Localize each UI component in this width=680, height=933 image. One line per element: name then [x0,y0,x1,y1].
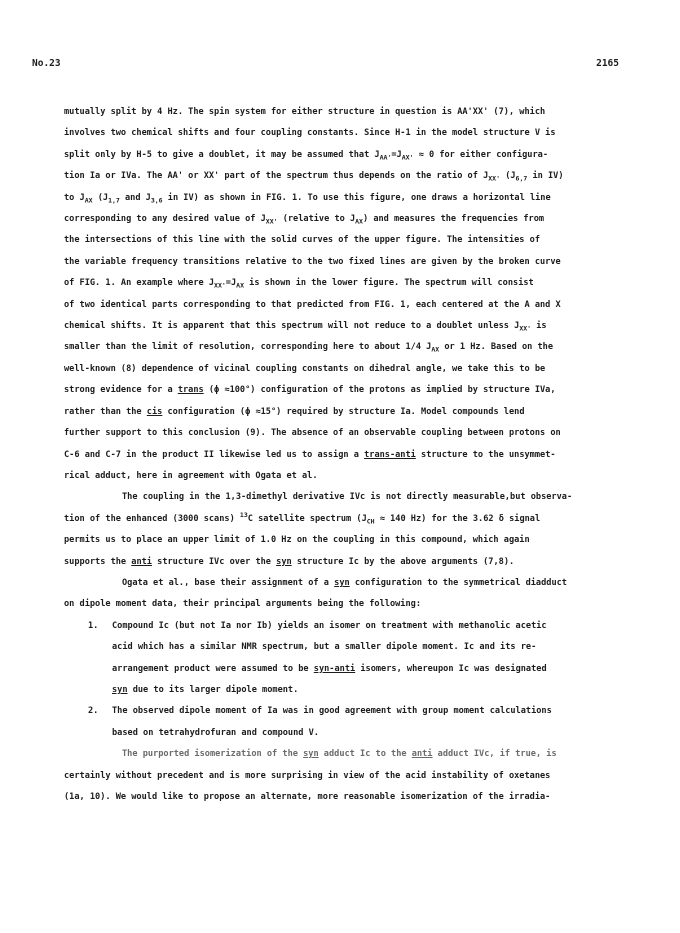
text-line: arrangement product were assumed to be syn-anti isomers, whereupon Ic was designated [112,663,547,674]
list-item: 1. Compound Ic (but not Ia nor Ib) yields an isomer on treatment with methanolic acetic [88,620,547,631]
text-line: further support to this conclusion (9). The absence of an observable coupling between protons on [64,428,561,439]
text-line: to $J_{AX}$ ($J_{1,7}$ and $J_{3,6}$ in IV) as shown in FIG. 1. To use this figure, one draws a horizontal line [64,192,551,205]
text-line: tion Ia or IVa. The AA' or XX' part of the spectrum thus depends on the ratio of $J_{XX'}$ ($J_{6,7}$ in IV) [64,171,564,183]
text-line: (1a, 10). We would like to propose an alternate, more reasonable isomerization of the irradia- [64,792,551,802]
text-line: the intersections of this line with the solid curves of the upper figure. The intensities of [64,235,540,246]
text-line: Ogata et al., base their assignment of a syn configuration to the symmetrical diadduct [122,577,567,588]
text-line: The coupling in the 1,3-dimethyl derivative IVc is not directly measurable,but observa- [122,492,573,503]
text-line: involves two chemical shifts and four coupling constants. Since H-1 in the model structure V is [64,128,556,139]
text-line: smaller than the limit of resolution, corresponding here to about 1/4 $J_{AX}$ or 1 Hz. Based on the [64,342,554,355]
text-line: permits us to place an upper limit of 1.0 Hz on the coupling in this compound, which again [64,535,530,546]
text-line: syn due to its larger dipole moment. [112,684,299,695]
text-line: corresponding to any desired value of $J_{XX'}$ (relative to $J_{AX}$) and measures the frequencies from [64,214,545,226]
text-line: rather than the cis configuration (ϕ ≈15°) required by structure Ia. Model compounds lend [64,406,525,417]
text-line: of FIG. 1. An example where $J_{XX'}=J_{AX}$ is shown in the lower figure. The spectrum will consist [64,278,534,290]
text-line: The purported isomerization of the syn adduct Ic to the anti adduct IVc, if true, is [122,749,557,760]
article-body [64,102,630,808]
text-line: based on tetrahydrofuran and compound V. [112,727,319,738]
text-line: split only by H-5 to give a doublet, it may be assumed that $J_{AA'}=J_{AX'} \approx 0$ for either configura- [64,149,548,162]
page-number: 2165 [596,58,619,69]
text-line: certainly without precedent and is more surprising in view of the acid instability of oxetanes [64,770,551,781]
journal-issue: No.23 [32,58,61,69]
text-line: supports the anti structure IVc over the syn structure Ic by the above arguments (7,8). [64,556,515,567]
text-line: of two identical parts corresponding to that predicted from FIG. 1, each centered at the A and X [64,299,561,310]
text-line: C-6 and C-7 in the product II likewise led us to assign a trans-anti structure to the unsymmet- [64,449,556,460]
text-line: mutually split by 4 Hz. The spin system for either structure in question is AA'XX' (7), which [64,107,546,117]
text-line: strong evidence for a trans (ϕ ≈100°) configuration of the protons as implied by structure IVa, [64,385,556,396]
text-line: on dipole moment data, their principal arguments being the following: [64,599,421,610]
text-line: rical adduct, here in agreement with Ogata et al. [64,470,318,481]
text-line: tion of the enhanced (3000 scans) $^{13}$C satellite spectrum ($J_{CH} \approx 140$ Hz) for the 3.62 δ signal [64,510,541,526]
text-line: the variable frequency transitions relative to the two fixed lines are given by the broken curve [64,256,561,267]
list-item: 2. The observed dipole moment of Ia was in good agreement with group moment calculations [88,706,552,717]
text-line: acid which has a similar NMR spectrum, but a smaller dipole moment. Ic and its re- [112,642,537,653]
text-line: well-known (8) dependence of vicinal coupling constants on dihedral angle, we take this to be [64,363,546,374]
text-line: chemical shifts. It is apparent that this spectrum will not reduce to a doublet unless $J_{XX'}$ is [64,321,547,333]
